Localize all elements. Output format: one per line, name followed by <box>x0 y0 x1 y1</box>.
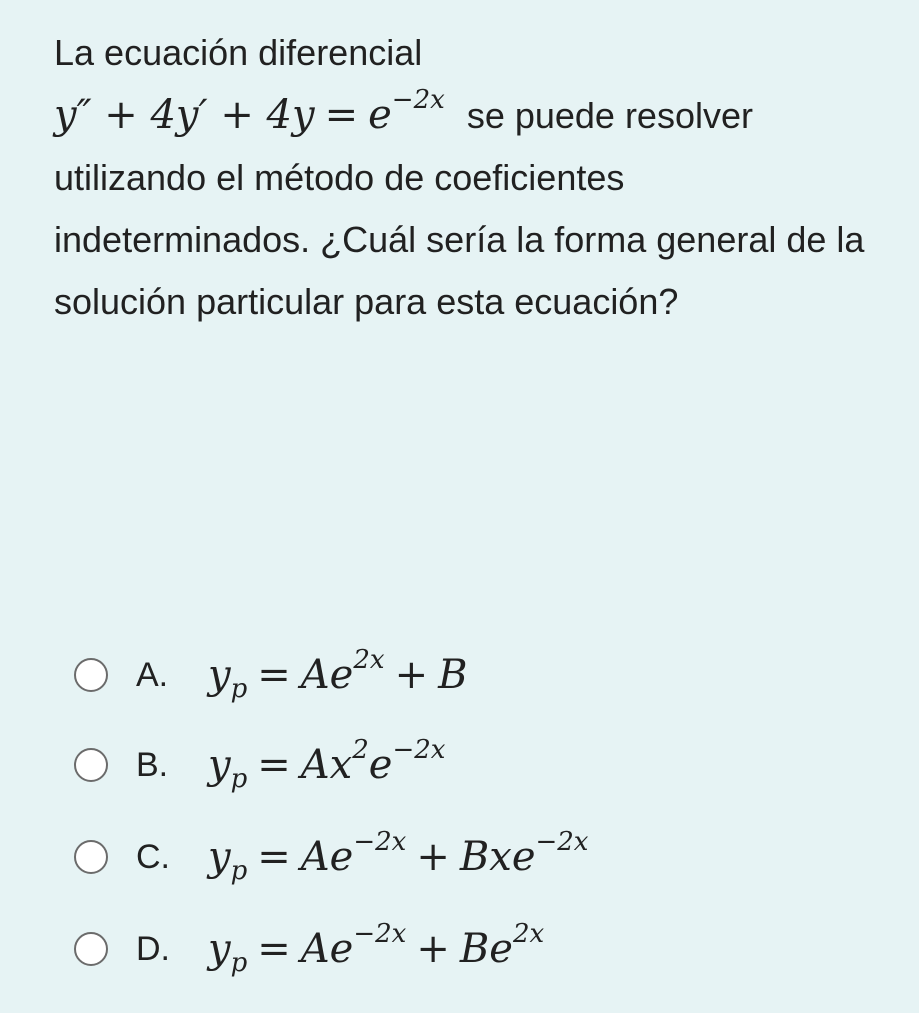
question-continuation: se puede resolver <box>466 95 753 136</box>
question-rest: utilizando el método de coeficientes indeterminados. ¿Cuál sería la forma general de la solución particular para esta ecuación? <box>54 157 865 322</box>
question-line-equation <box>54 84 884 147</box>
option-b[interactable] <box>74 730 834 800</box>
formula-subscript: p <box>230 674 248 704</box>
formula-term1: Ae <box>300 834 354 880</box>
formula-term1-base: e <box>368 742 393 788</box>
option-formula <box>208 918 545 978</box>
formula-y: y <box>208 742 231 788</box>
option-c[interactable] <box>74 822 834 892</box>
formula-plus: + <box>416 834 450 880</box>
formula-y: y <box>208 926 231 972</box>
formula-equals: = <box>257 742 291 788</box>
formula-term1: Ae <box>300 652 354 698</box>
formula-plus: + <box>416 926 450 972</box>
option-formula <box>208 734 446 794</box>
radio-circle-icon[interactable] <box>74 840 108 874</box>
formula-y: y <box>208 652 231 698</box>
formula-term1-exponent: 2 <box>352 734 369 765</box>
formula-subscript: p <box>230 764 248 794</box>
differential-equation <box>54 84 445 138</box>
formula-term1-exponent: 2x <box>353 644 385 675</box>
option-formula <box>208 644 468 704</box>
formula-equals: = <box>257 834 291 880</box>
option-d[interactable] <box>74 914 834 984</box>
formula-equals: = <box>257 926 291 972</box>
question-intro: La ecuación diferencial <box>54 32 423 73</box>
formula-term2-exponent: −2x <box>535 826 589 857</box>
formula-term1-exponent: −2x <box>353 826 407 857</box>
option-formula <box>208 826 589 886</box>
formula-subscript: p <box>230 856 248 886</box>
radio-circle-icon[interactable] <box>74 658 108 692</box>
formula-term2: B <box>438 652 468 698</box>
formula-equals: = <box>257 652 291 698</box>
equation-lhs: y″ + 4y′ + 4y <box>54 92 315 138</box>
equation-equals: = <box>324 92 359 138</box>
question-text <box>54 22 884 333</box>
equation-exponent: −2x <box>391 84 445 115</box>
formula-term2: Be <box>459 926 513 972</box>
radio-circle-icon[interactable] <box>74 748 108 782</box>
formula-term1: Ax <box>300 742 353 788</box>
option-letter: B. <box>136 745 169 784</box>
formula-y: y <box>208 834 231 880</box>
radio-circle-icon[interactable] <box>74 932 108 966</box>
formula-term1-exponent2: −2x <box>392 734 446 765</box>
formula-term2-exponent: 2x <box>512 918 545 949</box>
option-letter: C. <box>136 837 170 876</box>
formula-term2: Bxe <box>459 834 536 880</box>
formula-subscript: p <box>230 948 248 978</box>
formula-term1-exponent: −2x <box>353 918 407 949</box>
option-letter: D. <box>136 929 170 968</box>
formula-term1: Ae <box>300 926 354 972</box>
equation-base: e <box>368 92 392 138</box>
option-letter: A. <box>136 655 169 694</box>
option-a[interactable] <box>74 640 834 710</box>
formula-plus: + <box>394 652 429 698</box>
